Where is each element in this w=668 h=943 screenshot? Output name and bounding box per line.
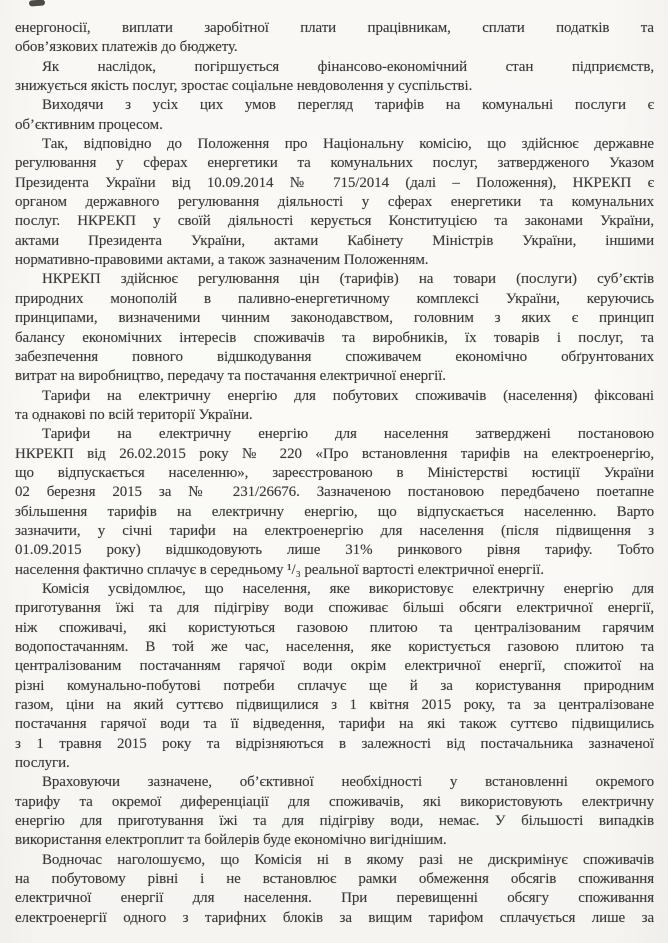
text-line: нормативно-правовими актами, а також зазначеним Положенням.	[15, 252, 429, 269]
text-line: Президента України від 10.09.2014 № 715/2014 (далі – Положення), НКРЕКП є	[15, 174, 654, 191]
text-line: Виходячи з усіх цих умов перегляд тарифів на комунальні послуги є	[42, 97, 654, 114]
text-line: Як наслідок, погіршується фінансово-економічний стан підприємств,	[42, 58, 654, 75]
text-line: 02 березня 2015 за № 231/26676. Зазначеною постановою передбачено поетапне	[15, 484, 654, 501]
text-line: регулювання у сферах енергетики та комунальних послуг, затвердженого Указом	[15, 155, 654, 172]
text-line: актами Президента України, актами Кабінету Міністрів України, іншими	[15, 232, 654, 249]
text-line: балансу економічних інтересів споживачів та виробників, їх товарів і послуг, та	[15, 329, 654, 346]
text-line: Так, відповідно до Положення про Національну комісію, що здійснює державне	[42, 136, 654, 153]
scan-speck	[29, 0, 45, 7]
text-line: забезпечення повного відшкодування споживачем економічно обґрунтованих	[15, 348, 654, 365]
text-line: знижується якість послуг, зростає соціальне невдоволення у суспільстві.	[15, 78, 473, 95]
text-line: тарифу та окремої диференціації для споживачів, які використовують електричну	[15, 793, 654, 810]
text-line: принципами, визначеними чинним законодавством, головним з яких є принцип	[15, 310, 654, 327]
text-line: витрат на виробництво, передачу та постачання електричної енергії.	[15, 368, 446, 385]
text-line: Тарифи на електричну енергію для населення затверджені постановою	[42, 426, 654, 443]
text-line: органом державного регулювання діяльності у сферах енергетики та комунальних	[15, 194, 654, 211]
text-line: обов’язкових платежів до бюджету.	[15, 39, 238, 56]
text-line: населення фактично сплачує в середньому ¹/₃ реальної вартості електричної енергії.	[15, 561, 544, 578]
text-line: використання електроплит та бойлерів буде економічно вигіднішим.	[15, 832, 447, 849]
text-line: водопостачанням. В той же час, населення, яке користується газовою плитою та	[15, 639, 654, 655]
text-line: Враховуючи зазначене, об’єктивної необхідності у встановленні окремого	[42, 774, 654, 791]
text-line: НКРЕКП здійснює регулювання цін (тарифів) на товари (послуги) суб’єктів	[42, 271, 654, 288]
text-line: різні комунально-побутові потреби сплачує ще й за користування природним	[15, 677, 654, 694]
text-line: зазначити, у січні тарифи на електроенергію для населення (після підвищення з	[15, 522, 654, 539]
text-line: збільшення тарифів на електричну енергію, що відпускається населенню. Варто	[15, 503, 654, 520]
text-line: постачання гарячої води та її відведення, тарифи на які також суттєво підвищились	[15, 716, 654, 733]
text-line: ніж споживачі, які користуються газовою плитою та централізованим гарячим	[15, 619, 654, 636]
text-line: Водночас наголошуємо, що Комісія ні в якому разі не дискримінує споживачів	[42, 851, 654, 868]
text-line: електроенергії одного з тарифних блоків за вищим тарифом сплачується лише за	[15, 909, 654, 926]
text-line: приготування їжі та для підігріву води споживає більші обсяги електричної енергії,	[15, 600, 654, 617]
text-line: послуги.	[15, 755, 70, 772]
text-line: природних монополій в паливно-енергетичному комплексі України, керуючись	[15, 290, 654, 307]
text-line: що відпускається населенню», зареєстрованою в Міністерстві юстиції України	[15, 464, 654, 481]
text-line: об’єктивним процесом.	[15, 116, 163, 133]
text-line: на побутовому рівні і не встановлює рамки обмеження обсягів споживання	[15, 871, 654, 888]
text-line: енергію для приготування їжі та для підігріву води, немає. У більшості випадків	[15, 813, 654, 830]
text-line: з 1 травня 2015 року та відрізняються в залежності від постачальника зазначеної	[15, 735, 654, 752]
text-line: Комісія усвідомлює, що населення, яке використовує електричну енергію для	[42, 580, 654, 597]
text-line: та однакові по всій території України.	[15, 406, 253, 423]
text-line: енергоносії, виплати заробітної плати працівникам, сплати податків та	[15, 20, 654, 36]
text-line: електричної енергії для населення. При перевищенні обсягу споживання	[15, 890, 654, 907]
document-lines	[15, 19, 654, 928]
text-line: централізованим постачанням гарячої води окрім електричної енергії, спожитої на	[15, 658, 654, 675]
text-line: НКРЕКП від 26.02.2015 року № 220 «Про встановлення тарифів на електроенергію,	[15, 445, 654, 462]
text-line: Тарифи на електричну енергію для побутових споживачів (населення) фіксовані	[42, 387, 654, 404]
text-line: 01.09.2015 року) відшкодовують лише 31% ринкового рівня тарифу. Тобто	[15, 542, 654, 559]
text-line: послуг. НКРЕКП у своїй діяльності керується Конституцією та законами України,	[15, 213, 654, 230]
text-line: газом, ціни на який суттєво підвищилися з 1 квітня 2015 року, та за централізоване	[15, 697, 654, 714]
